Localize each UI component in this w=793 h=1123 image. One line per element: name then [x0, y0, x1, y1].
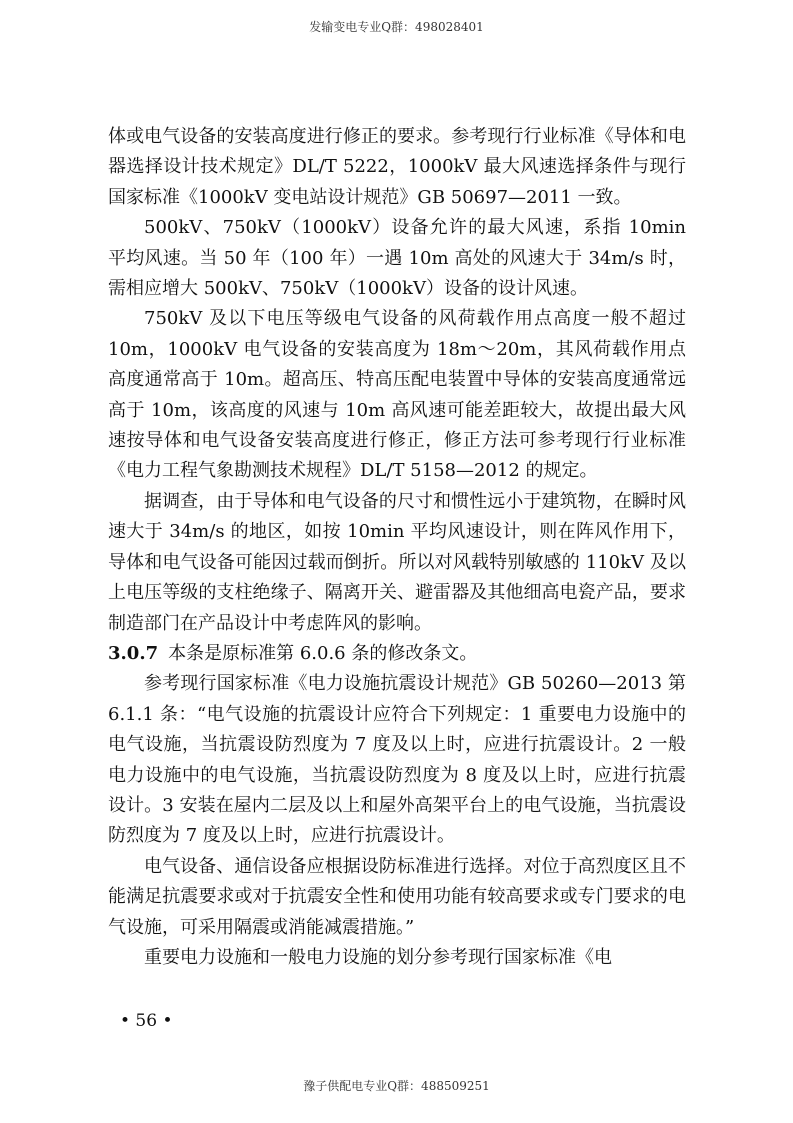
paragraph: 电气设备、通信设备应根据设防标准进行选择。对位于高烈度区且不能满足抗震要求或对于抗震安全性和使用功能有较高要求或专门要求的电气设施，可采用隔震或消能减震措施。” — [108, 855, 686, 938]
paragraph: 重要电力设施和一般电力设施的划分参考现行国家标准《电 — [144, 946, 612, 968]
clause-heading — [108, 639, 686, 669]
clause-number: 3.0.7 — [108, 642, 159, 664]
paragraph: 体或电气设备的安装高度进行修正的要求。参考现行行业标准《导体和电器选择设计技术规定》DL/T 5222，1000kV 最大风速选择条件与现行国家标准《1000kV 变电站设计规范》GB 50697—2011 一致。 — [108, 126, 686, 208]
clause-text: 本条是原标准第 6.0.6 条的修改条文。 — [168, 642, 478, 664]
paragraph: 750kV 及以下电压等级电气设备的风荷载作用点高度一般不超过 10m，1000kV 电气设备的安装高度为 18m～20m，其风荷载作用点高度通常高于 10m。超高压、特高压配电装置中导体的安装高度通常远高于 10m，该高度的风速与 10m 高风速可能差距较大，故提出最大风速按导体和电气设备安装高度进行修正，修正方法可参考现行行业标准《电力工程气象勘测技术规程》DL/T 5158—2012 的规定。 — [108, 308, 686, 482]
header-note: 发输变电专业Q群：498028401 — [309, 20, 484, 34]
page-number: • 56 • — [120, 1011, 173, 1031]
page-body — [108, 122, 686, 973]
paragraph: 500kV、750kV（1000kV）设备允许的最大风速，系指 10min 平均风速。当 50 年（100 年）一遇 10m 高处的风速大于 34m/s 时，需相应增大 500kV、750kV（1000kV）设备的设计风速。 — [108, 217, 686, 300]
footer-note: 豫子供配电专业Q群：488509251 — [303, 1079, 490, 1093]
paragraph: 参考现行国家标准《电力设施抗震设计规范》GB 50260—2013 第 6.1.1 条：“电气设施的抗震设计应符合下列规定：1 重要电力设施中的电气设施，当抗震设防烈度为 7 度及以上时，应进行抗震设计。2 一般电力设施中的电气设施，当抗震设防烈度为 8 度及以上时，应进行抗震设计。3 安装在屋内二层及以上和屋外高架平台上的电气设施，当抗震设防烈度为 7 度及以上时，应进行抗震设计。 — [108, 673, 686, 847]
paragraph: 据调查，由于导体和电气设备的尺寸和惯性远小于建筑物，在瞬时风速大于 34m/s 的地区，如按 10min 平均风速设计，则在阵风作用下，导体和电气设备可能因过载而倒折。所以对风载特别敏感的 110kV 及以上电压等级的支柱绝缘子、隔离开关、避雷器及其他细高电瓷产品，要求制造部门在产品设计中考虑阵风的影响。 — [108, 490, 686, 634]
